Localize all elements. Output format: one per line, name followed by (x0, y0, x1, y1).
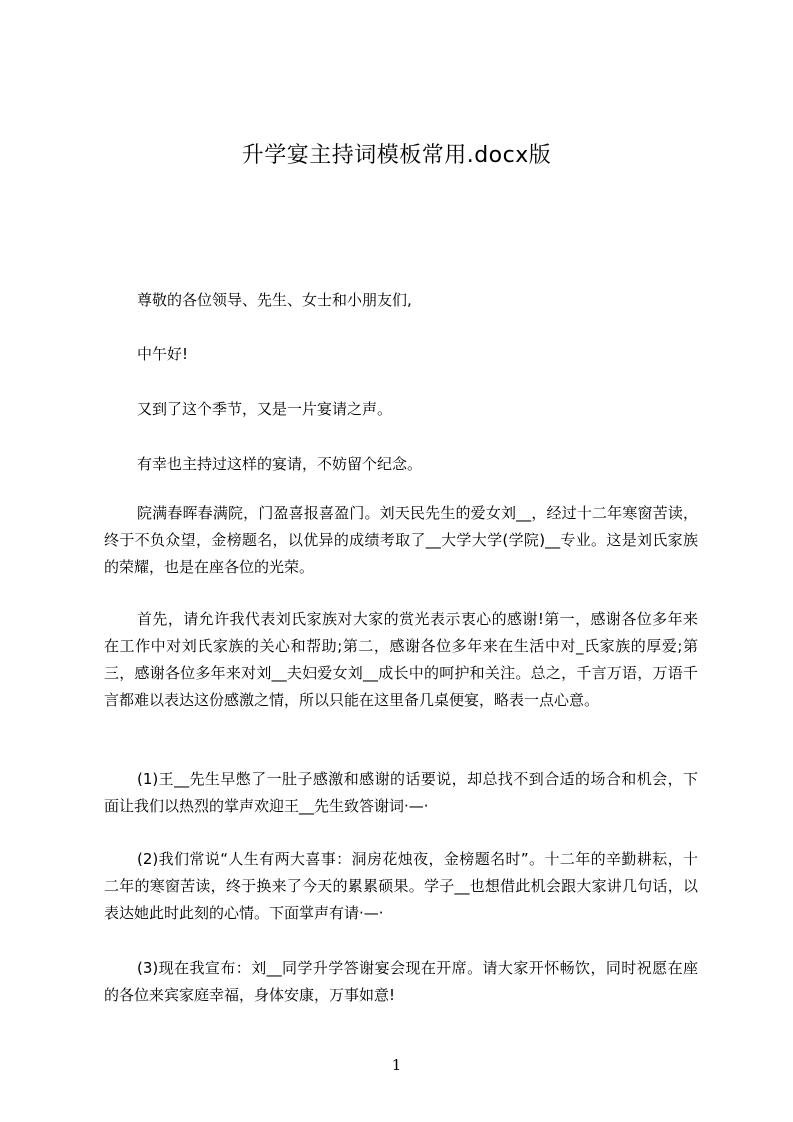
paragraph-honor: 有幸也主持过这样的宴请，不妨留个纪念。 (137, 455, 423, 473)
paragraph-item-1: (1)王__先生早憋了一肚子感激和感谢的话要说，却总找不到合适的场合和机会，下面让我们以热烈的掌声欢迎王__先生致答谢词·—· (104, 770, 698, 815)
paragraph-item-2: (2)我们常说“人生有两大喜事：洞房花烛夜，金榜题名时”。十二年的辛勤耕耘，十二年的寒窗苦读，终于换来了今天的累累硕果。学子__也想借此机会跟大家讲几句话，以表达她此时此刻的心情。下面掌声有请·—· (104, 850, 698, 922)
paragraph-season: 又到了这个季节，又是一片宴请之声。 (137, 400, 393, 418)
document-title: 升学宴主持词模板常用.docx版 (241, 143, 552, 168)
paragraph-noon-greeting: 中午好! (137, 345, 189, 363)
paragraph-congratulation: 院满春晖春满院，门盈喜报喜盈门。刘天民先生的爱女刘__，经过十二年寒窗苦读，终于不负众望，金榜题名，以优异的成绩考取了__大学大学(学院)__专业。这是刘氏家族的荣耀，也是在座各位的光荣。 (104, 504, 698, 576)
paragraph-greeting: 尊敬的各位领导、先生、女士和小朋友们, (137, 291, 412, 309)
paragraph-item-3: (3)现在我宣布：刘__同学升学答谢宴会现在开席。请大家开怀畅饮，同时祝愿在座的各位来宾家庭幸福，身体安康，万事如意! (104, 959, 698, 1004)
paragraph-thanks: 首先，请允许我代表刘氏家族对大家的赏光表示衷心的感谢!第一，感谢各位多年来在工作中对刘氏家族的关心和帮助;第二，感谢各位多年来在生活中对_氏家族的厚爱;第三，感谢各位多年来对刘__夫妇爱女刘__成长中的呵护和关注。总之，千言万语，万语千言都难以表达这份感激之情，所以只能在这里备几桌便宴，略表一点心意。 (104, 610, 698, 709)
page-number: 1 (391, 1056, 402, 1074)
